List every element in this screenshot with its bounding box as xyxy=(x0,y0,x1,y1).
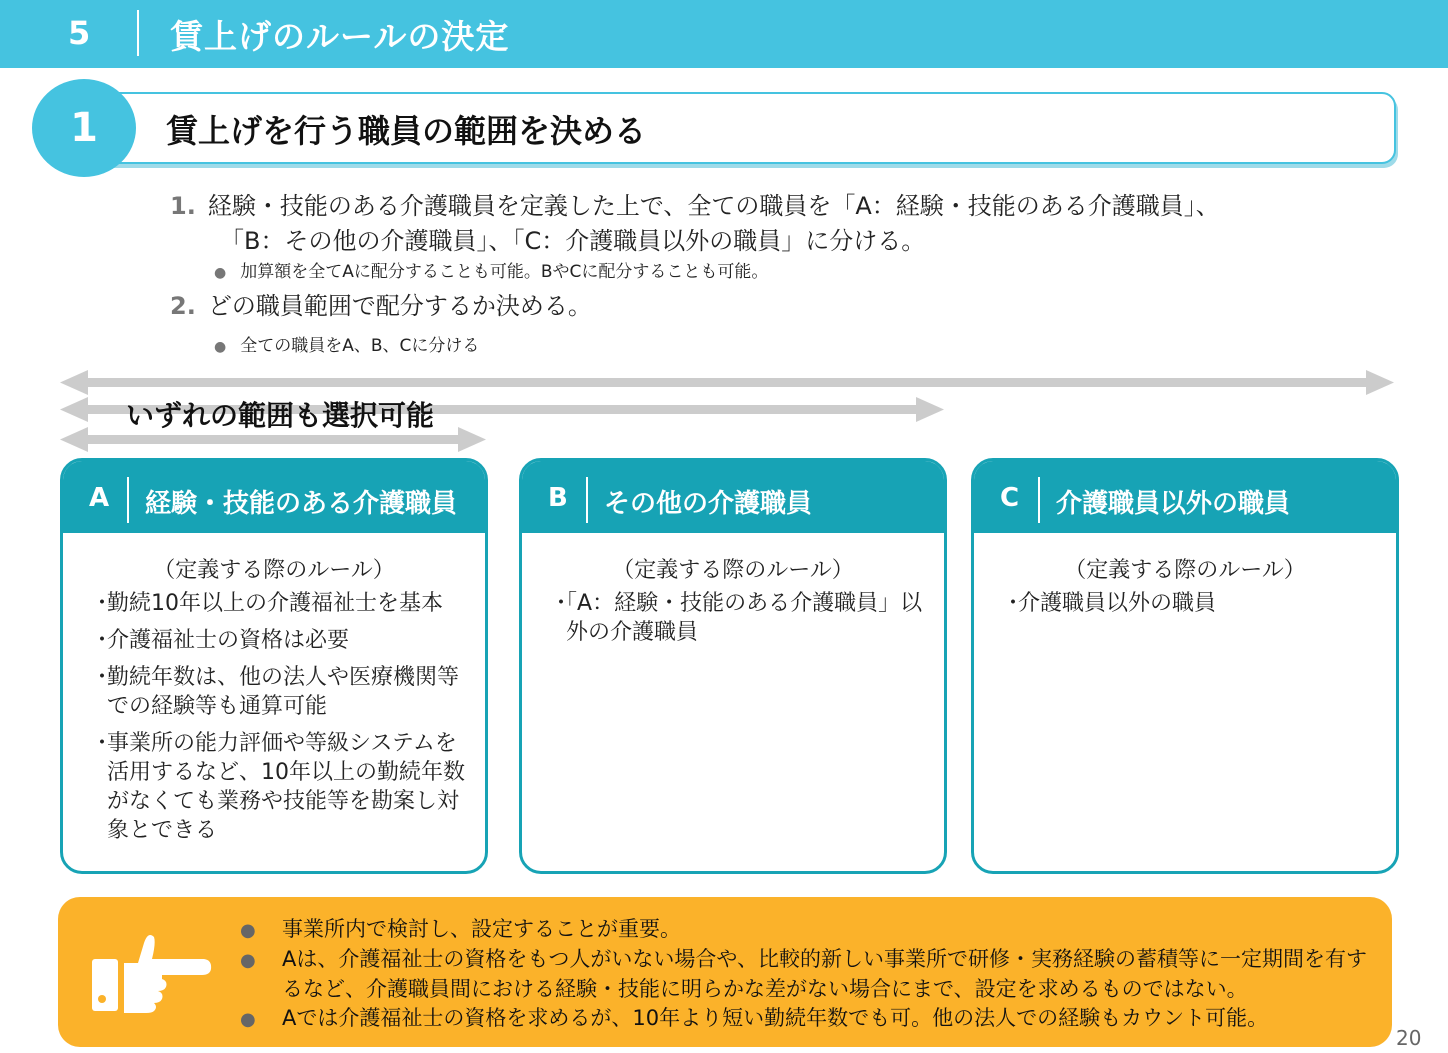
step-1-bullet xyxy=(214,257,768,282)
bullet-dot-icon: ● xyxy=(214,265,227,281)
step-1-line2: 「B：その他の介護職員」、「C：介護職員以外の職員」に分ける。 xyxy=(220,227,926,255)
note-item xyxy=(240,1004,1370,1034)
note-item xyxy=(240,945,1370,1004)
page-number: 20 xyxy=(1396,1026,1422,1050)
rule-item: ・ 介護職員以外の職員 xyxy=(992,589,1382,618)
note-list xyxy=(240,915,1370,1034)
bullet-dot-icon: ● xyxy=(240,920,256,941)
card-b-rule-title: （定義する際のルール） xyxy=(612,558,854,583)
card-c xyxy=(971,458,1399,874)
header-divider xyxy=(137,10,139,56)
rule-item: ・ 介護福祉士の資格は必要 xyxy=(81,626,471,655)
section-number-badge: 1 xyxy=(32,79,136,177)
card-b xyxy=(519,458,947,874)
note-box xyxy=(58,897,1392,1047)
step-2-line1: どの職員範囲で配分するか決める。 xyxy=(207,292,592,320)
header-bar xyxy=(0,0,1448,68)
card-a-letter: A xyxy=(89,483,110,513)
step-1-line1: 経験・技能のある介護職員を定義した上で、全ての職員を「A：経験・技能のある介護職員」、 xyxy=(207,192,1220,220)
rule-item: ・ 事業所の能力評価や等級システムを活用するなど、10年以上の勤続年数がなくても業務や技能等を勘案し対象とできる xyxy=(81,729,471,845)
card-c-header xyxy=(974,461,1396,533)
step-1 xyxy=(170,186,1220,221)
card-c-title: 介護職員以外の職員 xyxy=(1056,489,1291,519)
card-a-divider xyxy=(127,477,129,523)
card-a-rules xyxy=(81,589,471,853)
card-b-letter: B xyxy=(548,483,568,513)
card-a-title: 経験・技能のある介護職員 xyxy=(145,489,458,519)
bullet-dot-icon: ● xyxy=(240,1009,256,1030)
step-1-number: 1. xyxy=(170,192,196,220)
card-b-divider xyxy=(586,477,588,523)
note-item xyxy=(240,915,1370,945)
pointing-hand-icon xyxy=(92,929,212,1015)
arrow-range-abc xyxy=(60,370,1394,395)
bullet-dot-icon: ● xyxy=(240,950,256,971)
rule-item: ・ 勤続年数は、他の法人や医療機関等での経験等も通算可能 xyxy=(81,663,471,721)
section-title: 賃上げを行う職員の範囲を決める xyxy=(166,112,647,150)
step-1-bullet-text: 加算額を全てAに配分することも可能。BやCに配分することも可能。 xyxy=(240,262,769,282)
card-c-rules xyxy=(992,589,1382,626)
card-c-letter: C xyxy=(1000,483,1020,513)
chapter-number: 5 xyxy=(68,14,91,52)
rule-item: ・ 「A：経験・技能のある介護職員」以外の介護職員 xyxy=(540,589,930,647)
card-a-rule-title: （定義する際のルール） xyxy=(153,558,395,583)
card-b-title: その他の介護職員 xyxy=(604,489,813,519)
rule-item: ・ 勤続10年以上の介護福祉士を基本 xyxy=(81,589,471,618)
note-text: Aでは介護福祉士の資格を求めるが、10年より短い勤続年数でも可。他の法人での経験もカウント可能。 xyxy=(282,1006,1269,1030)
card-a xyxy=(60,458,488,874)
bullet-dot-icon: ● xyxy=(214,339,227,355)
note-text: Aは、介護福祉士の資格をもつ人がいない場合や、比較的新しい事業所で研修・実務経験の蓄積等に一定期間を有するなど、介護職員間における経験・技能に明らかな差がない場合にまで、設定を求めるものではない。 xyxy=(282,947,1367,1001)
arrows-label: いずれの範囲も選択可能 xyxy=(126,399,435,432)
card-c-divider xyxy=(1038,477,1040,523)
step-2-number: 2. xyxy=(170,292,196,320)
step-2-bullet-text: 全ての職員をA、B、Cに分ける xyxy=(240,336,480,356)
card-c-rule-title: （定義する際のルール） xyxy=(1064,558,1306,583)
card-b-header xyxy=(522,461,944,533)
card-b-rules xyxy=(540,589,930,655)
card-a-header xyxy=(63,461,485,533)
step-2-bullet xyxy=(214,331,479,356)
note-text: 事業所内で検討し、設定することが重要。 xyxy=(282,917,681,941)
step-2 xyxy=(170,286,592,321)
chapter-title: 賃上げのルールの決定 xyxy=(170,17,510,56)
